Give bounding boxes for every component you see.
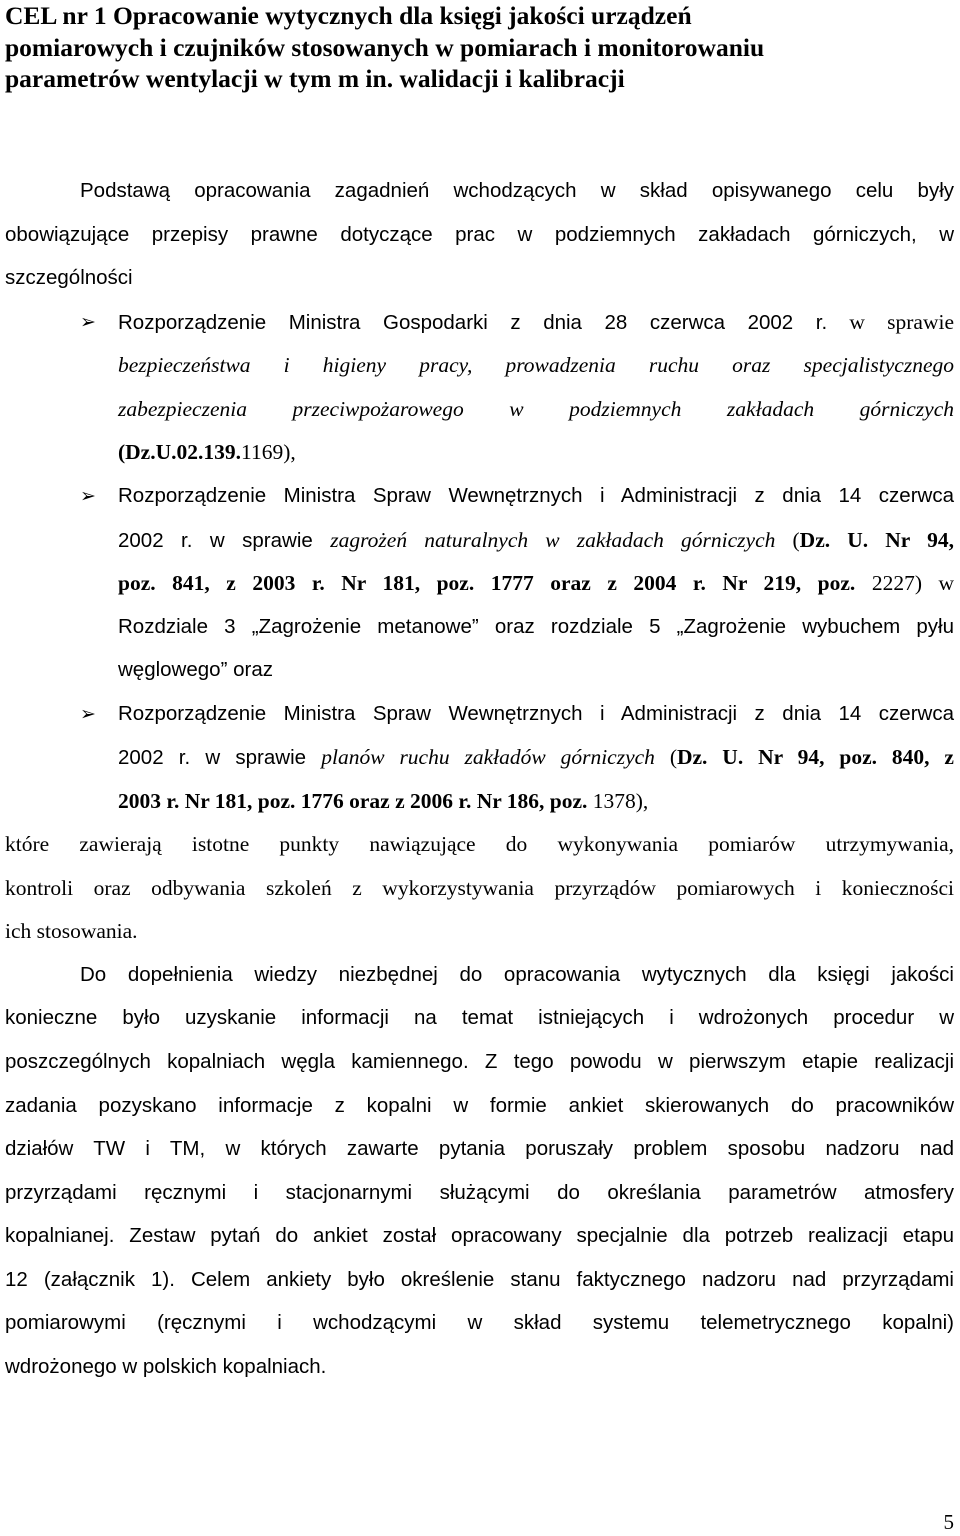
bullet-item-2-line: węglowego” oraz <box>118 658 273 681</box>
bullet-item-3-line: 2003 r. Nr 181, poz. 1776 oraz z 2006 r. Nr 186, poz. 1378), <box>118 789 649 813</box>
body-line: Do dopełnienia wiedzy niezbędnej do opracowania wytycznych dla księgi jakości <box>80 963 954 986</box>
bullet-item-2-line: poz. 841, z 2003 r. Nr 181, poz. 1777 oraz z 2004 r. Nr 219, poz. 2227) w <box>118 571 955 595</box>
body-line: konieczne było uzyskanie informacji na temat istniejących i wdrożonych procedur w <box>5 1006 954 1029</box>
body-line: ich stosowania. <box>5 919 138 943</box>
body-line: które zawierają istotne punkty nawiązujące do wykonywania pomiarów utrzymywania, <box>5 832 954 856</box>
body-line: przyrządami ręcznymi i stacjonarnymi służącymi do określania parametrów atmosfery <box>5 1181 954 1204</box>
arrowhead-bullet-icon: ➢ <box>80 703 96 725</box>
bullet-item-1-line: (Dz.U.02.139.1169), <box>118 440 296 464</box>
body-line: kontroli oraz odbywania szkoleń z wykorzystywania przyrządów pomiarowych i konieczności <box>5 876 954 900</box>
title-line: CEL nr 1 Opracowanie wytycznych dla księgi jakości urządzeń <box>5 1 692 30</box>
bullet-item-1-line: bezpieczeństwa i higieny pracy, prowadzenia ruchu oraz specjalistycznego <box>118 353 954 377</box>
bullet-item-2-line: Rozporządzenie Ministra Spraw Wewnętrznych i Administracji z dnia 14 czerwca <box>118 484 954 507</box>
title-line: parametrów wentylacji w tym m in. walidacji i kalibracji <box>5 64 625 93</box>
intro-line: Podstawą opracowania zagadnień wchodzących w skład opisywanego celu były <box>80 179 954 202</box>
intro-line: obowiązujące przepisy prawne dotyczące prac w podziemnych zakładach górniczych, w <box>5 223 954 246</box>
body-line: poszczególnych kopalniach węgla kamiennego. Z tego powodu w pierwszym etapie realizacji <box>5 1050 954 1073</box>
bullet-item-1-line: zabezpieczenia przeciwpożarowego w podziemnych zakładach górniczych <box>118 397 954 421</box>
document-title <box>5 0 955 95</box>
body-line: zadania pozyskano informacje z kopalni w formie ankiet skierowanych do pracowników <box>5 1094 954 1117</box>
body-line: kopalnianej. Zestaw pytań do ankiet został opracowany specjalnie dla potrzeb realizacji etapu <box>5 1224 954 1247</box>
bullet-item-3-line: 2002 r. w sprawie planów ruchu zakładów górniczych (Dz. U. Nr 94, poz. 840, z <box>118 745 954 769</box>
intro-line: szczególności <box>5 266 133 289</box>
bullet-item-3-line: Rozporządzenie Ministra Spraw Wewnętrznych i Administracji z dnia 14 czerwca <box>118 702 954 725</box>
bullet-item-2-line: 2002 r. w sprawie zagrożeń naturalnych w zakładach górniczych (Dz. U. Nr 94, <box>118 528 954 552</box>
title-line: pomiarowych i czujników stosowanych w pomiarach i monitorowaniu <box>5 32 765 62</box>
arrowhead-bullet-icon: ➢ <box>80 311 96 333</box>
body-line: działów TW i TM, w których zawarte pytania poruszały problem sposobu nadzoru nad <box>5 1137 954 1160</box>
bullet-item-1-line: Rozporządzenie Ministra Gospodarki z dnia 28 czerwca 2002 r. w sprawie <box>118 310 954 334</box>
arrowhead-bullet-icon: ➢ <box>80 485 96 507</box>
page-number: 5 <box>943 1510 954 1534</box>
bullet-item-2-line: Rozdziale 3 „Zagrożenie metanowe” oraz rozdziale 5 „Zagrożenie wybuchem pyłu <box>118 615 954 638</box>
body-line: 12 (załącznik 1). Celem ankiety było określenie stanu faktycznego nadzoru nad przyrządami <box>5 1268 954 1291</box>
body-line: pomiarowymi (ręcznymi i wchodzącymi w skład systemu telemetrycznego kopalni) <box>5 1311 954 1334</box>
body-line: wdrożonego w polskich kopalniach. <box>5 1355 327 1378</box>
